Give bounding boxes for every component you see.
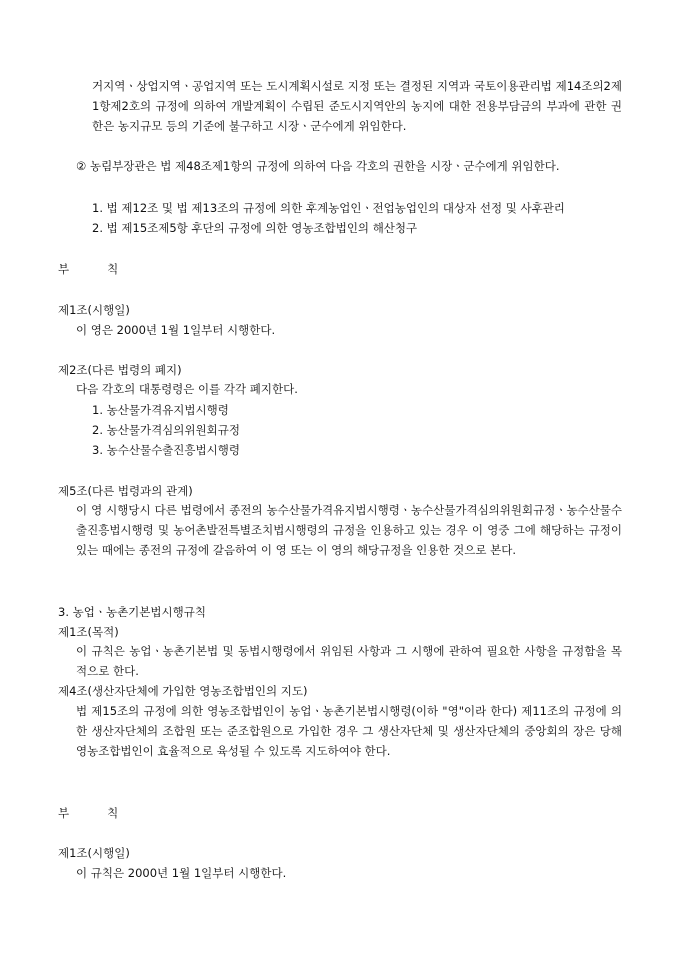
buchik-heading: 부 칙	[58, 262, 119, 276]
rule-addendum-article-1-body: 이 규칙은 2000년 1월 1일부터 시행한다.	[76, 866, 287, 880]
article-1-body: 이 영은 2000년 1월 1일부터 시행한다.	[76, 323, 276, 337]
rule-addendum-article-1-heading: 제1조(시행일)	[58, 846, 130, 860]
intro-paragraph: 거지역ㆍ상업지역ㆍ공업지역 또는 도시계획시설로 지정 또는 결정된 지역과 국토이용관리법 제14조의2제1항제2호의 규정에 의하여 개발계획이 수립된 준도시지역안의 농지에 대한 전용부담금의 부과에 관한 권한은 농지규모 등의 기준에 불구하고 시장ㆍ군수에게 위임한다.	[92, 79, 622, 133]
rule-article-1-heading: 제1조(목적)	[58, 625, 119, 639]
article-2-item-2: 2. 농산물가격심의위원회규정	[92, 423, 240, 437]
buchik-heading-2: 부 칙	[58, 806, 119, 820]
paragraph-2: ② 농림부장관은 법 제48조제1항의 규정에 의하여 다음 각호의 권한을 시장ㆍ군수에게 위임한다.	[76, 159, 560, 173]
rule-article-1-body: 이 규칙은 농업ㆍ농촌기본법 및 동법시행령에서 위임된 사항과 그 시행에 관하여 필요한 사항을 규정함을 목적으로 한다.	[76, 644, 622, 678]
section-3-title: 3. 농업ㆍ농촌기본법시행규칙	[58, 605, 206, 619]
paragraph-2-item-2: 2. 법 제15조제5항 후단의 규정에 의한 영농조합법인의 해산청구	[92, 221, 418, 235]
paragraph-2-item-1: 1. 법 제12조 및 법 제13조의 규정에 의한 후계농업인ㆍ전업농업인의 대상자 선정 및 사후관리	[92, 201, 565, 215]
article-5-heading: 제5조(다른 법령과의 관계)	[58, 484, 193, 498]
rule-article-4-body: 법 제15조의 규정에 의한 영농조합법인이 농업ㆍ농촌기본법시행령(이하 "영"이라 한다) 제11조의 규정에 의한 생산자단체의 조합원 또는 준조합원으로 가입한 경우 그 생산자단체 및 생산자단체의 중앙회의 장은 당해 영농조합법인이 효율적으로 육성될 수 있도록 지도하여야 한다.	[76, 704, 622, 758]
article-2-item-3: 3. 농수산물수출진흥법시행령	[92, 443, 240, 457]
article-2-heading: 제2조(다른 법령의 폐지)	[58, 363, 182, 377]
article-2-body: 다음 각호의 대통령령은 이를 각각 폐지한다.	[76, 382, 298, 396]
rule-article-4-heading: 제4조(생산자단체에 가입한 영농조합법인의 지도)	[58, 684, 308, 698]
article-1-heading: 제1조(시행일)	[58, 303, 130, 317]
article-2-item-1: 1. 농산물가격유지법시행령	[92, 403, 229, 417]
article-5-body: 이 영 시행당시 다른 법령에서 종전의 농수산물가격유지법시행령ㆍ농수산물가격심의위원회규정ㆍ농수산물수출진흥법시행령 및 농어촌발전특별조치법시행령의 규정을 인용하고 있는 경우 이 영중 그에 해당하는 규정이 있는 때에는 종전의 규정에 갈음하여 이 영 또는 이 영의 해당규정을 인용한 것으로 본다.	[76, 503, 622, 557]
